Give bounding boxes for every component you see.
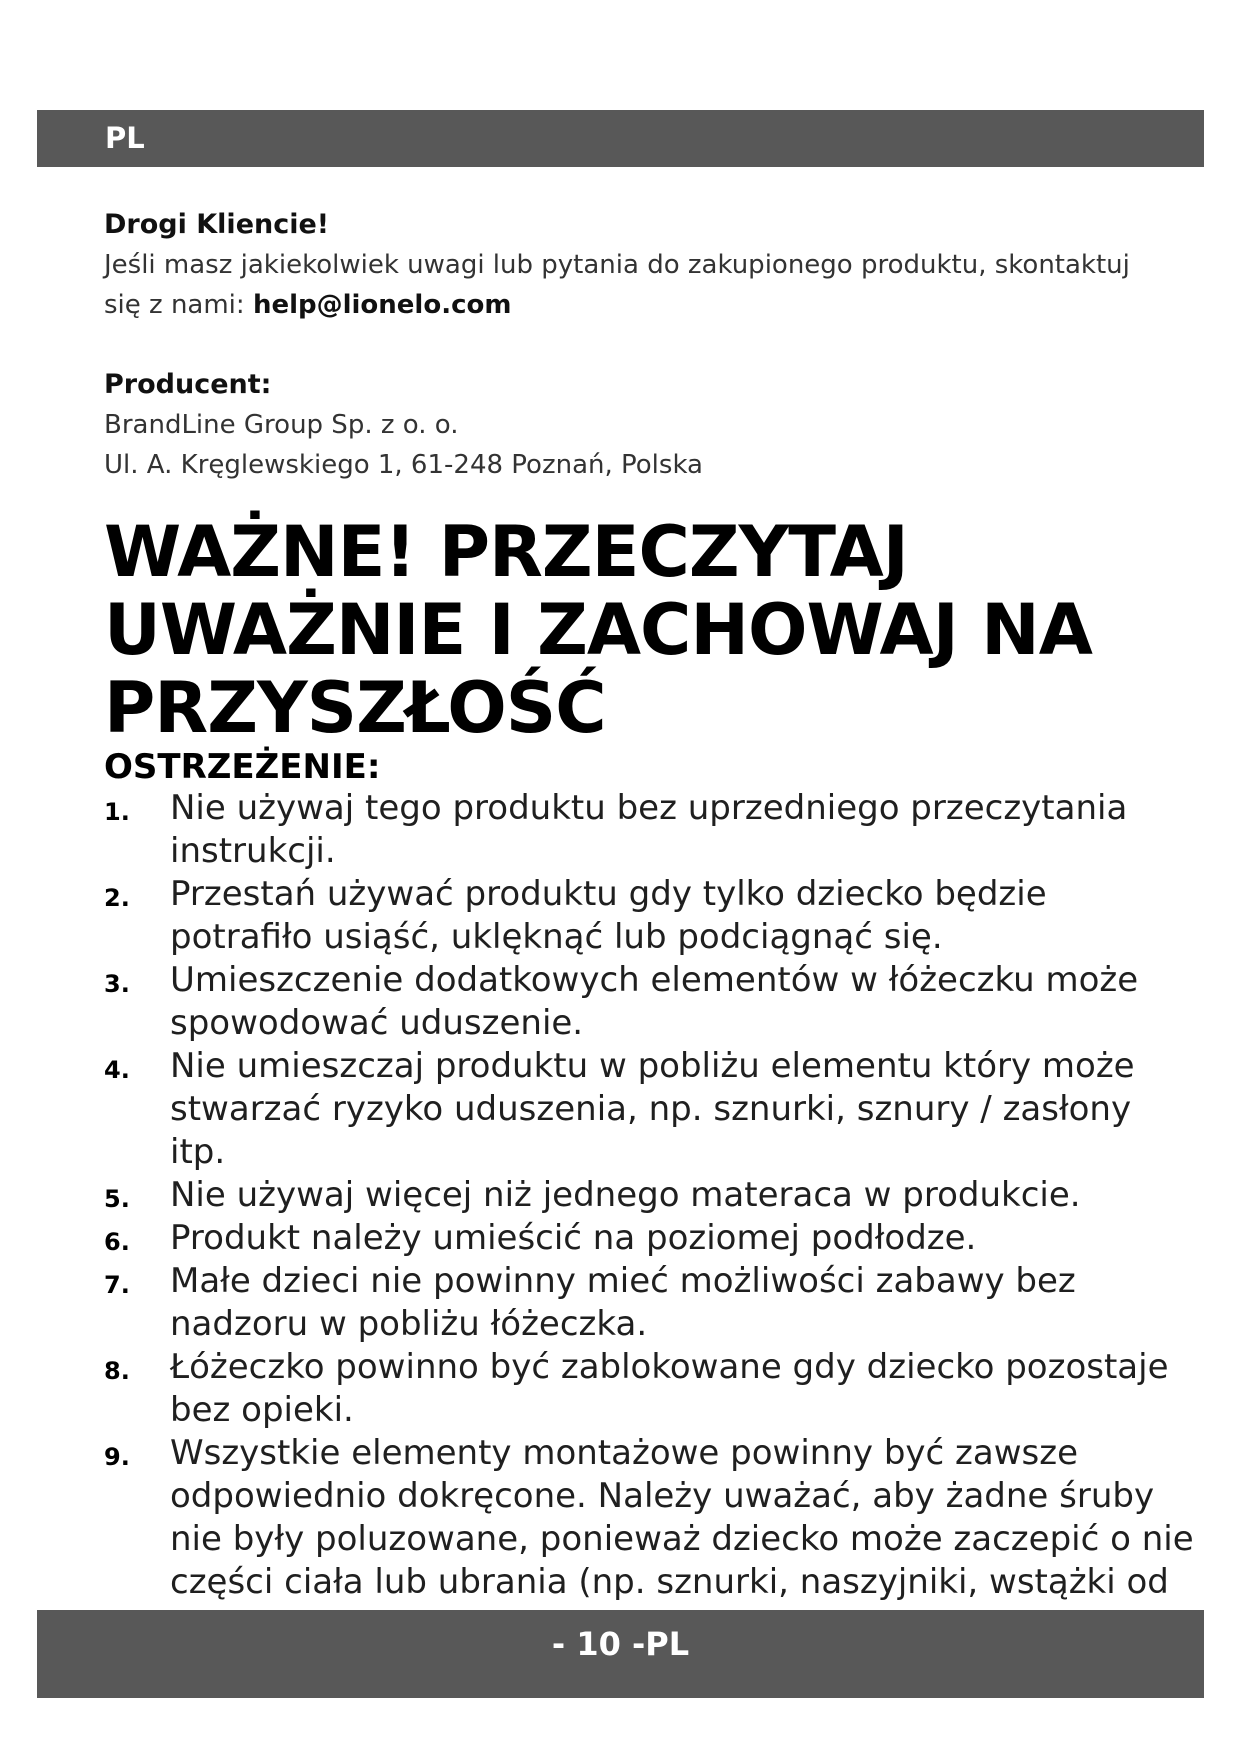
warning-item-text: Nie używaj tego produktu bez uprzedniego przeczytania instrukcji. (170, 788, 1128, 871)
page-content (104, 205, 1194, 1604)
title-line1: WAŻNE! PRZECZYTAJ (104, 511, 908, 593)
title-line3: PRZYSZŁOŚĆ (104, 667, 606, 749)
warning-item (104, 1217, 1194, 1260)
warning-item-number: 7. (104, 1271, 130, 1299)
warning-list (104, 787, 1194, 1604)
greeting: Drogi Kliencie! (104, 209, 330, 240)
header-language-label: PL (105, 121, 145, 155)
warning-item-text: Łóżeczko powinno być zablokowane gdy dziecko pozostaje bez opieki. (170, 1347, 1169, 1430)
warning-item (104, 1346, 1194, 1432)
warning-item-text: Nie umieszczaj produktu w pobliżu elementu który może stwarzać ryzyko uduszenia, np. sznurki, sznury / zasłony itp. (170, 1046, 1135, 1172)
warning-item-number: 9. (104, 1443, 130, 1471)
title-line2: UWAŻNIE I ZACHOWAJ NA (104, 589, 1092, 671)
warning-item-number: 6. (104, 1228, 130, 1256)
producer-label: Producent: (104, 369, 272, 400)
producer-company: BrandLine Group Sp. z o. o. (104, 410, 459, 440)
warning-item-text: Produkt należy umieścić na poziomej podłodze. (170, 1218, 977, 1258)
warning-item-text: Małe dzieci nie powinny mieć możliwości zabawy bez nadzoru w pobliżu łóżeczka. (170, 1261, 1076, 1344)
warning-item-number: 4. (104, 1056, 130, 1084)
warning-item (104, 959, 1194, 1045)
page-number: - 10 -PL (551, 1625, 690, 1663)
warning-heading: OSTRZEŻENIE: (104, 747, 381, 787)
header-bar (37, 110, 1204, 167)
page-title (104, 513, 1194, 747)
contact-text-line1: Jeśli masz jakiekolwiek uwagi lub pytania do zakupionego produktu, skontaktuj (104, 250, 1130, 280)
warning-item-number: 5. (104, 1185, 130, 1213)
contact-email-link[interactable]: help@lionelo.com (252, 290, 512, 320)
warning-item-number: 8. (104, 1357, 130, 1385)
contact-text-line2 (104, 285, 1194, 325)
warning-item (104, 787, 1194, 873)
warning-item (104, 1432, 1194, 1604)
warning-item-text: Nie używaj więcej niż jednego materaca w produkcie. (170, 1175, 1081, 1215)
warning-item-number: 1. (104, 798, 130, 826)
producer-address: Ul. A. Kręglewskiego 1, 61-248 Poznań, Polska (104, 450, 703, 480)
warning-item-number: 2. (104, 884, 130, 912)
warning-item (104, 873, 1194, 959)
footer-bar (37, 1610, 1204, 1698)
warning-item-number: 3. (104, 970, 130, 998)
warning-item (104, 1045, 1194, 1174)
contact-text-prefix: się z nami: (104, 290, 253, 320)
warning-item-text: Przestań używać produktu gdy tylko dziecko będzie potrafiło usiąść, uklęknąć lub podciągnąć się. (170, 874, 1047, 957)
warning-item (104, 1174, 1194, 1217)
warning-item (104, 1260, 1194, 1346)
warning-item-text: Wszystkie elementy montażowe powinny być zawsze odpowiednio dokręcone. Należy uważać, aby żadne śruby nie były poluzowane, ponieważ dziecko może zaczepić o nie części ciała lub ubrania (np. sznurki, naszyjniki, wstążki od (170, 1433, 1194, 1602)
warning-item-text: Umieszczenie dodatkowych elementów w łóżeczku może spowodować uduszenie. (170, 960, 1139, 1043)
